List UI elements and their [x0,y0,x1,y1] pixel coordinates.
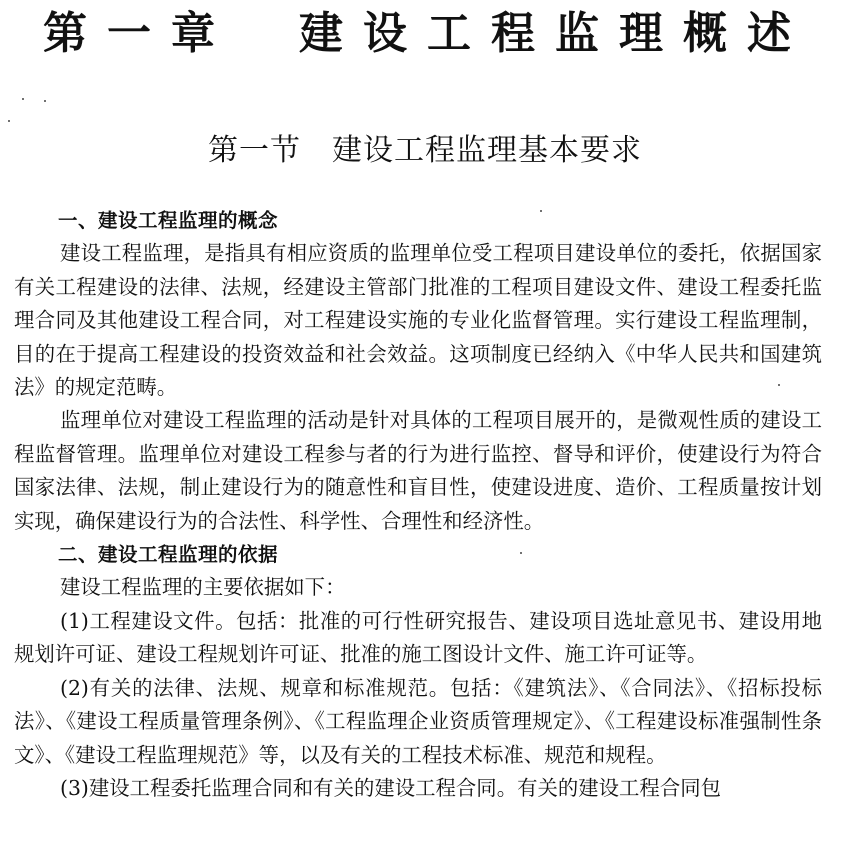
basis-item-2: (2)有关的法律、法规、规章和标准规范。包括：《建筑法》、《合同法》、《招标投标法》、《建设工程质量管理条例》、《工程监理企业资质管理规定》、《工程建设标准强制性条文》、《建设工程监理规范》等，以及有关的工程技术标准、规范和规程。 [14,675,822,767]
scan-speck [8,120,10,122]
basis-intro: 建设工程监理的主要依据如下： [60,575,346,600]
body-text [14,204,822,805]
scan-speck [540,210,542,212]
concept-paragraph-2: 监理单位对建设工程监理的活动是针对具体的工程项目展开的，是微观性质的建设工程监督管理。监理单位对建设工程参与者的行为进行监控、督导和评价，使建设行为符合国家法律、法规，制止建设行为的随意性和盲目性，使建设进度、造价、工程质量按计划实现，确保建设行为的合法性、科学性、合理性和经济性。 [14,408,822,533]
scan-speck [520,552,522,554]
concept-paragraph-1: 建设工程监理，是指具有相应资质的监理单位受工程项目建设单位的委托，依据国家有关工程建设的法律、法规，经建设主管部门批准的工程项目建设文件、建设工程委托监理合同及其他建设工程合同，对工程建设实施的专业化监督管理。实行建设工程监理制，目的在于提高工程建设的投资效益和社会效益。这项制度已经纳入《中华人民共和国建筑法》的规定范畴。 [14,241,822,400]
concept-heading: 一、建设工程监理的概念 [58,209,279,232]
basis-heading: 二、建设工程监理的依据 [58,543,279,567]
scan-speck [44,100,46,102]
scan-speck [22,98,24,100]
scan-speck [778,384,780,386]
basis-item-1: (1)工程建设文件。包括：批准的可行性研究报告、建设项目选址意见书、建设用地规划许可证、建设工程规划许可证、批准的施工图设计文件、施工许可证等。 [14,608,822,667]
chapter-title: 第一章 建设工程监理概述 [43,8,811,59]
section-title: 第一节 建设工程监理基本要求 [208,133,642,168]
basis-item-3: (3)建设工程委托监理合同和有关的建设工程合同。有关的建设工程合同包 [60,775,721,800]
